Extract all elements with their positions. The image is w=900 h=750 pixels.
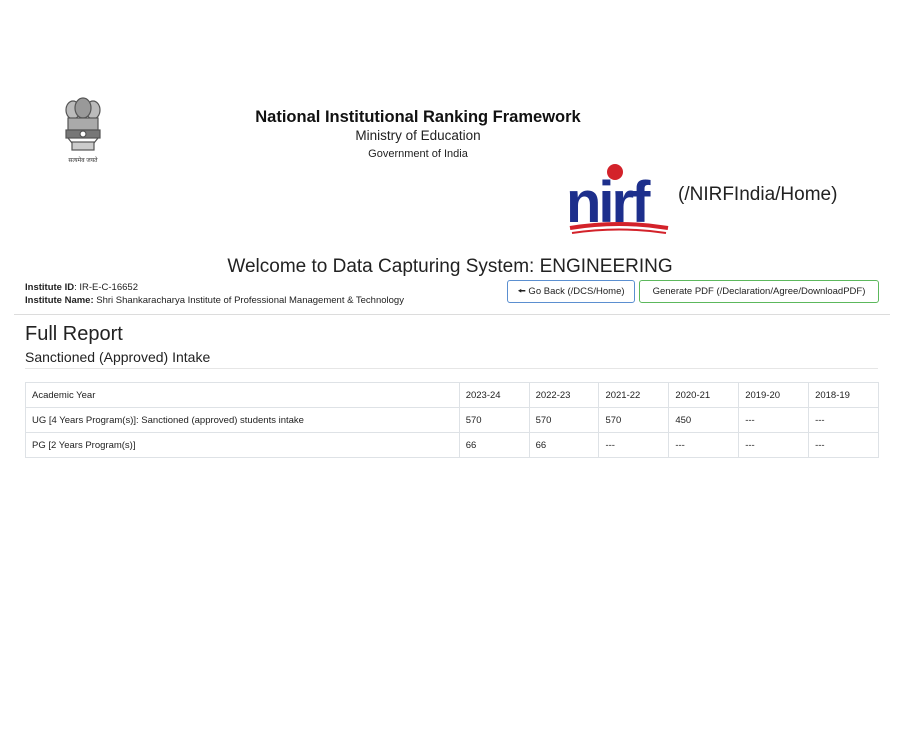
table-row bbox=[26, 433, 879, 458]
table-header-row bbox=[26, 383, 879, 408]
table-cell: --- bbox=[809, 408, 879, 433]
header-ministry: Ministry of Education bbox=[355, 128, 481, 143]
report-subtitle: Sanctioned (Approved) Intake bbox=[25, 349, 211, 365]
table-header-cell: Academic Year bbox=[26, 383, 460, 408]
table-cell: PG [2 Years Program(s)] bbox=[26, 433, 460, 458]
report-title: Full Report bbox=[25, 323, 123, 345]
table-cell: --- bbox=[739, 433, 809, 458]
table-header-cell: 2023-24 bbox=[459, 383, 529, 408]
divider bbox=[14, 314, 890, 315]
table-header-cell: 2019-20 bbox=[739, 383, 809, 408]
table-cell: --- bbox=[809, 433, 879, 458]
table-cell: 570 bbox=[529, 408, 599, 433]
institute-info bbox=[25, 281, 404, 307]
table-cell: 66 bbox=[529, 433, 599, 458]
table-header-cell: 2018-19 bbox=[809, 383, 879, 408]
table-cell: 450 bbox=[669, 408, 739, 433]
institute-id-label: Institute ID bbox=[25, 282, 75, 293]
header-government: Government of India bbox=[368, 148, 468, 160]
table-header-cell: 2020-21 bbox=[669, 383, 739, 408]
generate-pdf-button[interactable]: Generate PDF (/Declaration/Agree/DownloadPDF) bbox=[639, 280, 879, 303]
welcome-heading: Welcome to Data Capturing System: ENGINEERING bbox=[227, 256, 673, 277]
table-cell: --- bbox=[669, 433, 739, 458]
intake-table bbox=[25, 382, 879, 458]
institute-id-value: : IR-E-C-16652 bbox=[74, 282, 138, 293]
table-header-cell: 2022-23 bbox=[529, 383, 599, 408]
table-header-cell: 2021-22 bbox=[599, 383, 669, 408]
institute-name-value: Shri Shankaracharya Institute of Professional Management & Technology bbox=[93, 295, 404, 306]
table-cell: 570 bbox=[599, 408, 669, 433]
table-cell: 66 bbox=[459, 433, 529, 458]
table-cell: UG [4 Years Program(s)]: Sanctioned (approved) students intake bbox=[26, 408, 460, 433]
nirf-logo-text: nirf bbox=[566, 170, 648, 235]
institute-name-row bbox=[25, 294, 404, 307]
nirf-home-link[interactable]: (/NIRFIndia/Home) bbox=[678, 184, 838, 205]
emblem-caption: सत्यमेव जयते bbox=[68, 158, 98, 164]
institute-id-row bbox=[25, 281, 404, 294]
go-back-button[interactable]: 🠘 Go Back (/DCS/Home) bbox=[507, 280, 635, 303]
header-title: National Institutional Ranking Framework bbox=[255, 108, 581, 126]
table-cell: --- bbox=[739, 408, 809, 433]
header bbox=[218, 107, 618, 164]
table-cell: 570 bbox=[459, 408, 529, 433]
nirf-logo[interactable] bbox=[564, 160, 674, 236]
table-row bbox=[26, 408, 879, 433]
table-cell: --- bbox=[599, 433, 669, 458]
section-divider bbox=[25, 368, 878, 369]
institute-name-label: Institute Name: bbox=[25, 295, 94, 306]
